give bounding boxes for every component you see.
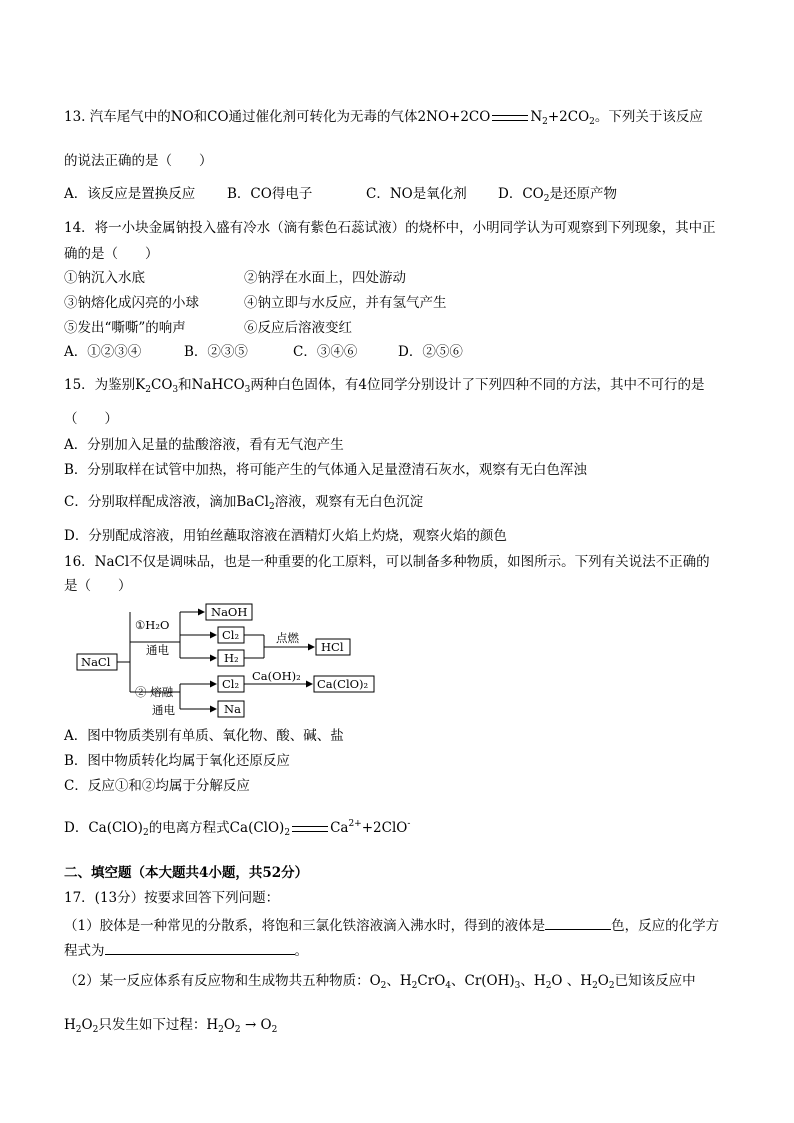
q17-part2-line2: $H_2O_2$只发生如下过程：$H_2O_2 \to O_2$ xyxy=(64,1017,278,1035)
q13-stem-line2: 的说法正确的是（ ） xyxy=(64,153,213,169)
q14-option-a: A．①②③④ xyxy=(64,344,142,360)
route1-condition-bottom: 通电 xyxy=(146,643,169,657)
q17-stem: 17．(13分）按要求回答下列问题： xyxy=(64,890,280,906)
q16-option-b: B．图中物质转化均属于氧化还原反应 xyxy=(64,753,290,769)
q13-stem-text: 13. 汽车尾气中的NO和CO通过催化剂可转化为无毒的气体2NO+2CO xyxy=(64,109,491,125)
cl2-label-b: Cl₂ xyxy=(222,677,240,691)
q14-option-d: D．②⑤⑥ xyxy=(398,344,463,360)
q14-options xyxy=(64,343,463,361)
q14-items-row2 xyxy=(64,294,447,312)
q16-stem-line1: 16．NaCl不仅是调味品，也是一种重要的化工原料，可以制备多种物质，如图所示。下列有关说法不正确的 xyxy=(64,554,710,570)
color-answer-blank[interactable] xyxy=(545,915,611,930)
q13-stem-line1: 13. 汽车尾气中的NO和CO通过催化剂可转化为无毒的气体2NO+2CO $N_2+2CO_2$。下列关于该反应 xyxy=(64,109,703,127)
route2-condition-bottom: 通电 xyxy=(152,703,175,717)
q17-part1-line2: 程式为 。 xyxy=(64,940,308,960)
q14-item-4: ④钠立即与水反应，并有氢气产生 xyxy=(244,295,447,311)
h2-label: H₂ xyxy=(224,651,239,665)
q13-co2: +2CO xyxy=(547,109,590,125)
equals-sign xyxy=(292,826,328,832)
q13-stem-tail: 。下列关于该反应 xyxy=(594,109,703,125)
q16-option-a: A．图中物质类别有单质、氧化物、酸、碱、盐 xyxy=(64,728,344,744)
route2-condition-top: ② 熔融 xyxy=(135,685,174,699)
q17-part1-line1: （1）胶体是一种常见的分散系，将饱和三氯化铁溶液滴入沸水时，得到的液体是 色，反应的化学方 xyxy=(64,915,719,935)
caoh2-label: Ca(OH)₂ xyxy=(252,669,301,683)
q16-option-c: C．反应①和②均属于分解反应 xyxy=(64,778,250,794)
q14-option-b: B．②③⑤ xyxy=(184,344,248,360)
equation-answer-blank[interactable] xyxy=(105,940,295,955)
section-heading: 二、填空题（本大题共4小题，共52分） xyxy=(64,865,309,881)
q13-option-d: D．$CO_2$是还原产物 xyxy=(498,186,617,204)
q16-option-d: D．$Ca(ClO)_2$的电离方程式$Ca(ClO)_2$ $Ca^{2+}+2ClO^-$ xyxy=(64,819,411,838)
naoh-label: NaOH xyxy=(211,605,248,619)
q15-option-d: D．分别配成溶液，用铂丝蘸取溶液在酒精灯火焰上灼烧，观察火焰的颜色 xyxy=(64,528,507,544)
q17-part2-line1: （2）某一反应体系有反应物和生成物共五种物质：$O_2$、$H_2CrO_4$、$Cr(OH)_3$、$H_2O$ 、$H_2O_2$已知该反应中 xyxy=(64,973,696,991)
q13-n2: N xyxy=(530,109,543,125)
q14-items-row3 xyxy=(64,319,352,337)
q14-stem-line1: 14．将一小块金属钠投入盛有冷水（滴有紫色石蕊试液）的烧杯中，小明同学认为可观察到下列现象，其中正 xyxy=(64,220,716,236)
q14-stem-line2: 确的是（ ） xyxy=(64,246,159,262)
nacl-label: NaCl xyxy=(81,655,111,669)
q15-option-b: B．分别取样在试管中加热，将可能产生的气体通入足量澄清石灰水，观察有无白色浑浊 xyxy=(64,462,587,478)
q13-option-b: B．CO得电子 xyxy=(227,186,313,202)
q14-items-row1 xyxy=(64,269,406,287)
q16-stem-line2: 是（ ） xyxy=(64,578,132,594)
q14-item-6: ⑥反应后溶液变红 xyxy=(244,320,352,336)
ignite-label: 点燃 xyxy=(276,631,299,645)
q13-option-a: A．该反应是置换反应 xyxy=(64,186,196,202)
q13-option-c: C．NO是氧化剂 xyxy=(366,186,467,202)
q14-item-2: ②钠浮在水面上，四处游动 xyxy=(244,270,406,286)
q14-option-c: C．③④⑥ xyxy=(293,344,358,360)
nacl-conversion-diagram xyxy=(74,598,384,722)
q14-item-1: ①钠沉入水底 xyxy=(64,270,145,286)
q15-stem-line1: 15．为鉴别$K_2CO_3$和NaHCO$_3$两种白色固体，有4位同学分别设计了下列四种不同的方法，其中不可行的是 xyxy=(64,377,705,395)
na-label: Na xyxy=(224,702,241,716)
cl2-label-a: Cl₂ xyxy=(222,628,240,642)
q13-options xyxy=(64,185,617,203)
q14-item-3: ③钠熔化成闪亮的小球 xyxy=(64,295,199,311)
caclo2-label: Ca(ClO)₂ xyxy=(317,677,369,691)
equals-sign xyxy=(492,115,528,121)
q14-item-5: ⑤发出“嘶嘶”的响声 xyxy=(64,320,186,336)
hcl-label: HCl xyxy=(321,640,344,654)
route1-condition-top: ①H₂O xyxy=(135,618,170,632)
q15-option-c: C．分别取样配成溶液，滴加BaCl$_2$溶液，观察有无白色沉淀 xyxy=(64,494,424,512)
q15-stem-line2: （ ） xyxy=(64,411,118,427)
q15-option-a: A．分别加入足量的盐酸溶液，看有无气泡产生 xyxy=(64,437,344,453)
